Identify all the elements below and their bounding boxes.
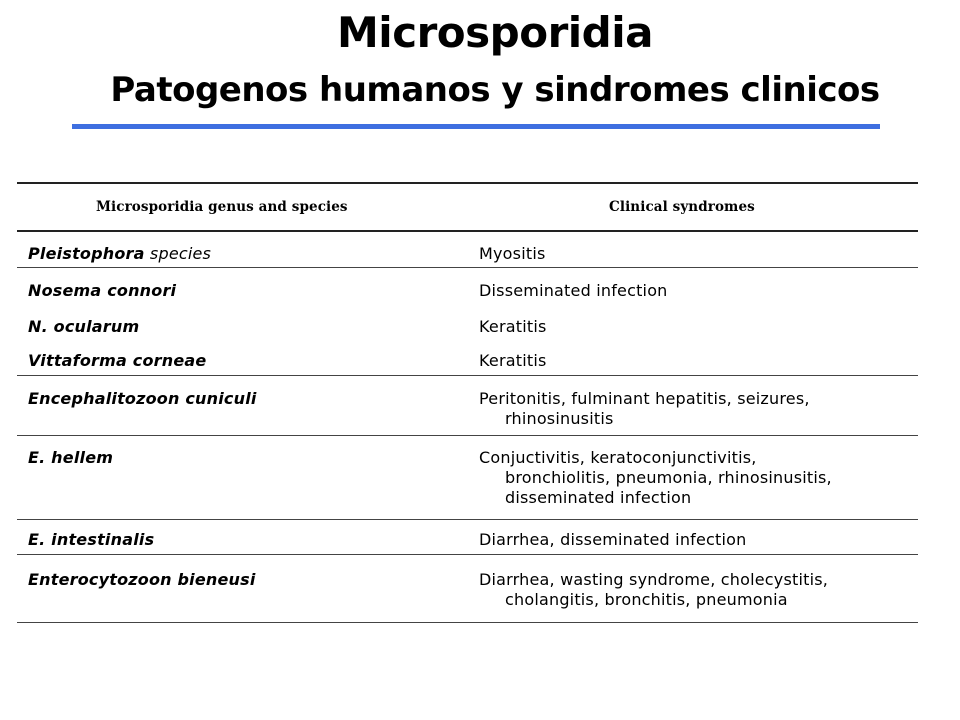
syndrome-line: rhinosinusitis [505, 409, 614, 428]
row-divider [17, 435, 918, 436]
slide-subtitle: Patogenos humanos y sindromes clinicos [110, 70, 880, 110]
species-name: Pleistophora [28, 244, 145, 263]
species-cell [28, 570, 256, 590]
header-syndromes: Clinical syndromes [609, 199, 755, 215]
syndrome-line: Disseminated infection [479, 281, 668, 300]
syndrome-line: Keratitis [479, 351, 547, 370]
row-divider [17, 375, 918, 376]
species-cell [28, 281, 176, 301]
syndrome-line: Diarrhea, disseminated infection [479, 530, 747, 549]
species-name: Vittaforma corneae [28, 351, 207, 370]
syndrome-line: Diarrhea, wasting syndrome, cholecystitis, [479, 570, 829, 589]
species-cell [28, 530, 154, 550]
syndrome-cell [479, 570, 828, 610]
species-name: N. ocularum [28, 317, 140, 336]
species-cell [28, 244, 211, 264]
species-name: Nosema connori [28, 281, 177, 300]
species-suffix: species [144, 244, 212, 263]
table-top-rule [17, 182, 918, 184]
syndrome-line: Keratitis [479, 317, 547, 336]
slide-title: Microsporidia [337, 8, 653, 57]
syndrome-line: disseminated infection [505, 488, 692, 507]
syndrome-cell [479, 244, 546, 264]
table-bottom-rule [17, 622, 918, 623]
title-underline [72, 124, 880, 129]
header-genus: Microsporidia genus and species [96, 199, 348, 215]
syndrome-cell [479, 317, 547, 337]
syndrome-cell [479, 530, 747, 550]
syndrome-line: Myositis [479, 244, 546, 263]
syndrome-line: bronchiolitis, pneumonia, rhinosinusitis, [505, 468, 832, 487]
syndrome-cell [479, 448, 832, 508]
syndrome-cell [479, 351, 547, 371]
syndrome-line: Conjuctivitis, keratoconjunctivitis, [479, 448, 757, 467]
table-header-rule [17, 230, 918, 232]
species-cell [28, 317, 139, 337]
species-name: E. hellem [28, 448, 114, 467]
species-name: Encephalitozoon cuniculi [28, 389, 257, 408]
species-cell [28, 448, 113, 468]
syndrome-cell [479, 281, 668, 301]
species-name: E. intestinalis [28, 530, 155, 549]
row-divider [17, 519, 918, 520]
syndrome-cell [479, 389, 810, 429]
row-divider [17, 554, 918, 555]
species-cell [28, 351, 206, 371]
syndrome-line: Peritonitis, fulminant hepatitis, seizures, [479, 389, 810, 408]
species-name: Enterocytozoon bieneusi [28, 570, 256, 589]
species-cell [28, 389, 257, 409]
syndrome-line: cholangitis, bronchitis, pneumonia [505, 590, 788, 609]
row-divider [17, 267, 918, 268]
